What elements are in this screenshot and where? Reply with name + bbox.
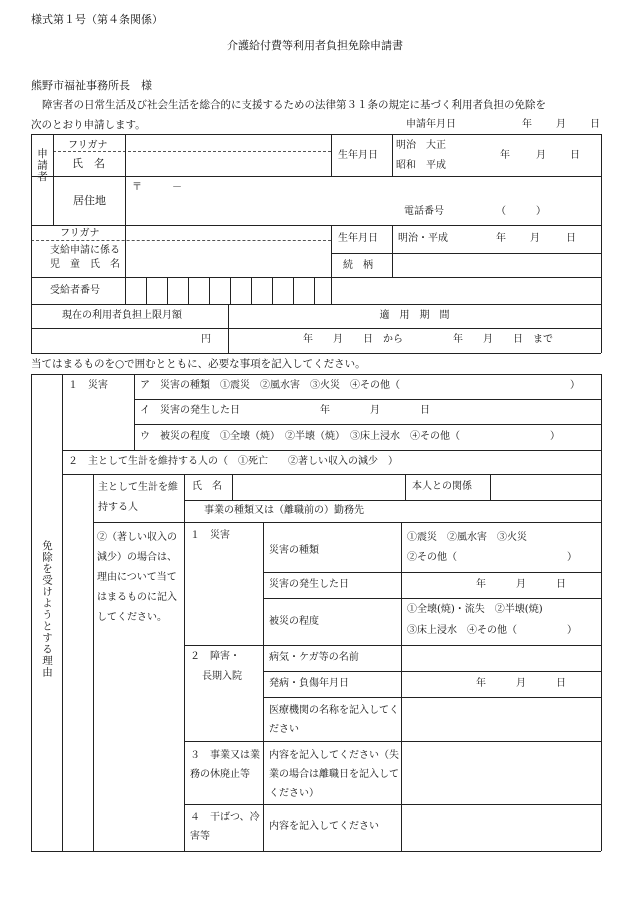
form-title: 介護給付費等利用者負担免除申請書 (227, 39, 403, 52)
instruction-text: 当てはまるものを○で囲むとともに、必要な事項を記入してください。 (31, 358, 366, 370)
sub-1-disaster-type-options-2: ②その他（ ） (407, 552, 577, 563)
intro-line-2: 次のとおり申請します。 (31, 119, 146, 131)
recipient-office: 熊野市福祉事務所長 様 (31, 79, 152, 92)
child-birth-label: 生年月日 (338, 233, 378, 244)
sub-4-drought: ４ 干ばつ、冷害等 (190, 812, 260, 842)
child-birth-month: 月 (530, 233, 540, 244)
child-name-label-1: 支給申請に係る (50, 245, 120, 256)
reason-1-disaster: １ 災害 (68, 380, 108, 391)
postal-code: 〒 － (132, 182, 182, 193)
period-label: 適 用 期 間 (379, 310, 450, 321)
supporter-relation-label: 本人との関係 (412, 481, 472, 492)
applicant-birth-month: 月 (536, 150, 546, 161)
sub-1-damage-options-1: ①全壊(焼)・流失 ②半壊(焼) (407, 604, 543, 615)
sub-2-disability-1: ２ 障害・ (190, 651, 240, 662)
applicant-name-label: 氏 名 (72, 157, 105, 170)
reasons-side-label: 免除を受けようとする理由 (41, 540, 53, 678)
applicant-era-1: 明治 大正 (396, 140, 446, 151)
sub-2-hospital-label: 医療機関の名称を記入してください (269, 705, 399, 735)
sub-2-disease-label: 病気・ケガ等の名前 (269, 652, 359, 663)
sub-1-disaster-date-label: 災害の発生した日 (269, 579, 349, 590)
sub-1-disaster-type-options-1: ①震災 ②風水害 ③火災 (407, 532, 527, 543)
recipient-number-label: 受給者番号 (50, 285, 100, 296)
applicant-furigana-label: フリガナ (68, 140, 108, 151)
supporter-label: 主として生計を維持する人 (98, 482, 178, 513)
intro-line-1: 障害者の日常生活及び社会生活を総合的に支援するための法律第３１条の規定に基づく利用者負担の免除を (42, 99, 546, 111)
child-name-label-2: 児 童 氏 名 (50, 259, 120, 270)
sub-3-content-label: 内容を記入してください（失業の場合は離職日を記入してください） (269, 750, 399, 799)
sub-1-disaster-date-value: 年 月 日 (476, 579, 566, 590)
child-era: 明治・平成 (398, 233, 448, 244)
sub-1-damage-label: 被災の程度 (269, 616, 319, 627)
application-date-year: 年 (522, 119, 532, 130)
applicant-birth-label: 生年月日 (338, 150, 378, 161)
supporter-name-label: 氏 名 (192, 481, 222, 492)
sub-4-content-label: 内容を記入してください (269, 821, 379, 832)
application-date-day: 日 (590, 119, 600, 130)
child-birth-year: 年 (496, 233, 506, 244)
child-birth-day: 日 (566, 233, 576, 244)
sub-2-disability-2: 長期入院 (202, 671, 242, 682)
form-number: 様式第１号（第４条関係） (31, 13, 163, 26)
applicant-birth-day: 日 (570, 150, 580, 161)
sub-1-disaster-type-label: 災害の種類 (269, 545, 319, 556)
limit-yen: 円 (201, 334, 211, 345)
period-text: 年 月 日 から 年 月 日 まで (303, 334, 553, 345)
sub-3-business-closure: ３ 事業又は業務の休廃止等 (190, 750, 260, 780)
reason-2-supporter: ２ 主として生計を維持する人の（ ①死亡 ②著しい収入の減少 ） (68, 456, 398, 467)
sub-1-damage-options-2: ③床上浸水 ④その他（ ） (407, 625, 577, 636)
limit-label: 現在の利用者負担上限月額 (62, 310, 182, 321)
reason-1b-disaster-date: イ 災害の発生した日 年 月 日 (140, 405, 430, 416)
reason-1c-damage-degree: ウ 被災の程度 ①全壊（焼） ②半壊（焼） ③床上浸水 ④その他（ ） (140, 431, 560, 442)
applicant-birth-year: 年 (500, 150, 510, 161)
sub-1-disaster: １ 災害 (190, 530, 230, 541)
phone-label: 電話番号 (404, 206, 444, 217)
supporter-job-label: 事業の種類又は（離職前の）勤務先 (204, 505, 364, 516)
applicant-section-label: 申請者 (36, 148, 48, 183)
income-decrease-note: ②（著しい収入の減少）の場合は、理由について当てはまるものに記入してください。 (97, 532, 177, 623)
relation-label: 続 柄 (343, 260, 373, 271)
sub-2-onset-date-value: 年 月 日 (476, 678, 566, 689)
application-date-month: 月 (556, 119, 566, 130)
sub-2-onset-date-label: 発病・負傷年月日 (269, 678, 349, 689)
child-furigana-label: フリガナ (60, 228, 100, 239)
phone-parens: （ ） (496, 206, 546, 217)
address-label: 居住地 (73, 194, 106, 207)
application-date-label: 申請年月日 (406, 119, 456, 130)
applicant-era-2: 昭和 平成 (396, 160, 446, 171)
reason-1a-disaster-type: ア 災害の種類 ①震災 ②風水害 ③火災 ④その他（ ） (140, 380, 580, 391)
